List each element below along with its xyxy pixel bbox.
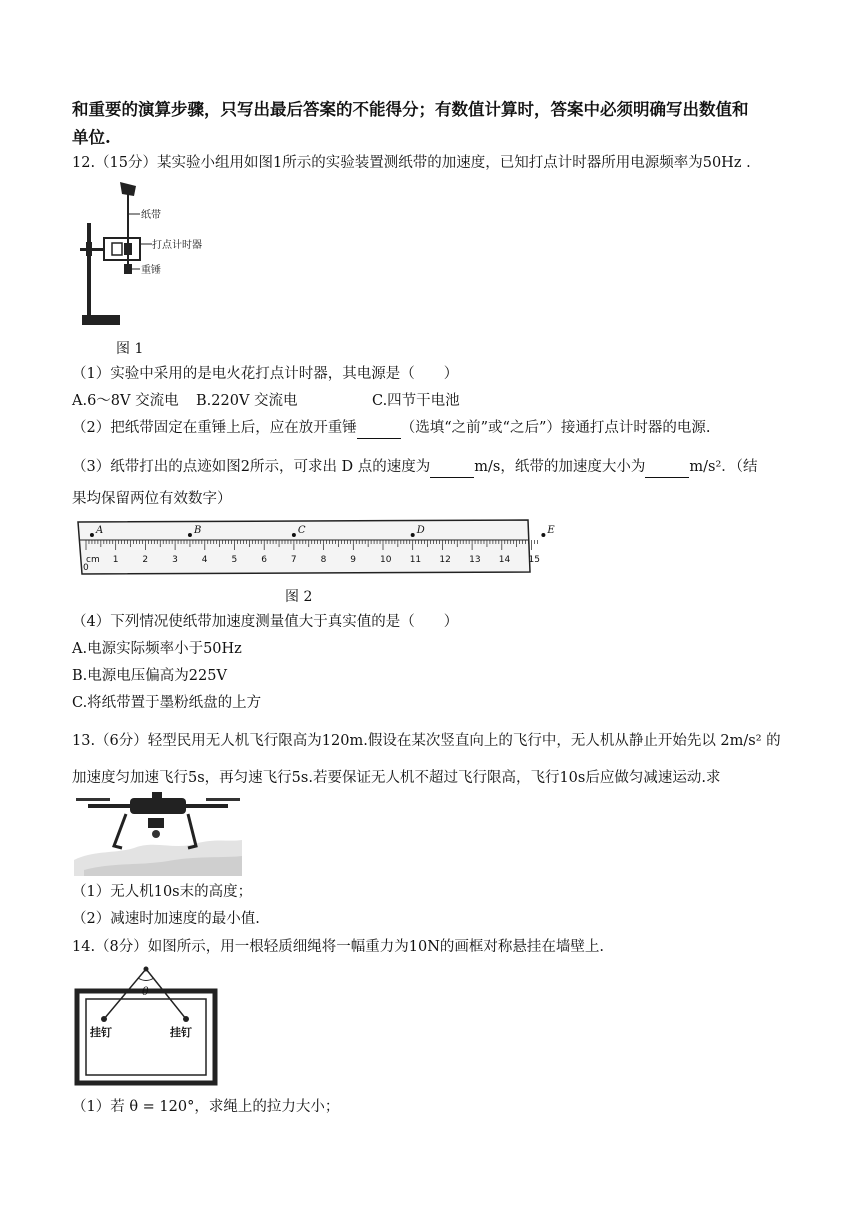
figure-2-caption: 图 2 [285, 589, 313, 605]
answer-blank-2[interactable] [357, 418, 401, 439]
q12-part-2: （2）把纸带固定在重锤上后，应在放开重锤 （选填“之前”或“之后”）接通打点计时器的电源. [72, 418, 711, 439]
ruler-tick-label: 15 [528, 555, 540, 565]
tape-point-b [188, 533, 192, 537]
intro-line-1: 和重要的演算步骤，只写出最后答案的不能得分；有数值计算时，答案中必须明确写出数值和 [72, 100, 749, 119]
q12-stem: 12.（15分）某实验小组用如图1所示的实验装置测纸带的加速度，已知打点计时器所用电源频率为50Hz . [72, 155, 751, 171]
ruler-tick-label: 8 [320, 555, 327, 565]
ruler-tick-label: 2 [142, 555, 149, 565]
q13-stem-2: 加速度匀加速飞行5s，再匀速飞行5s.若要保证无人机不超过飞行限高，飞行10s后应做匀减速运动.求 [72, 770, 721, 786]
tape-point-a [90, 533, 94, 537]
ruler-tick-label: 13 [469, 555, 481, 565]
ruler-tick-label: 14 [498, 555, 511, 565]
label-weight: 重锤 [141, 265, 161, 276]
ruler-unit: cm [86, 555, 100, 565]
ruler-tick-label: 1 [112, 555, 119, 565]
ruler-tick-label: 5 [231, 555, 238, 565]
nail-right-label: 挂钉 [170, 1026, 192, 1039]
figure-picture-frame [74, 963, 220, 1087]
q14-stem: 14.（8分）如图所示，用一根轻质细绳将一幅重力为10N的画框对称悬挂在墙壁上. [72, 939, 605, 955]
q14-part-1: （1）若 θ = 120°，求绳上的拉力大小； [72, 1099, 340, 1115]
tape-point-label-e: E [547, 525, 555, 536]
figure-drone [74, 790, 242, 876]
tape-point-label-d: D [416, 525, 425, 536]
q12-part-4-option-c: C.将纸带置于墨粉纸盘的上方 [72, 695, 262, 711]
answer-blank-3b[interactable] [645, 457, 689, 478]
q13-stem-1: 13.（6分）轻型民用无人机飞行限高为120m.假设在某次竖直向上的飞行中，无人机从静止开始先以 2m/s² 的 [72, 733, 781, 749]
q13-part-1: （1）无人机10s末的高度； [72, 884, 253, 900]
answer-blank-3a[interactable] [430, 457, 474, 478]
q12-part-4-option-b: B.电源电压偏高为225V [72, 668, 227, 684]
ruler-tick-label: 6 [261, 555, 267, 565]
q13-part-2: （2）减速时加速度的最小值. [72, 911, 260, 927]
q12-part-4: （4）下列情况使纸带加速度测量值大于真实值的是（ ） [72, 614, 459, 630]
ruler-tick-label: 12 [439, 555, 451, 565]
ruler-tick-label: 11 [409, 555, 422, 565]
ruler-tick-label: 3 [172, 555, 178, 565]
ruler-tick-label: 9 [350, 555, 357, 565]
figure-1-caption: 图 1 [116, 341, 144, 357]
q12-part-4-option-a: A.电源实际频率小于50Hz [72, 641, 242, 657]
ruler-tick-label: 4 [201, 555, 208, 565]
label-tape: 纸带 [141, 210, 161, 221]
tape-point-e [541, 533, 545, 537]
theta-label: θ [142, 985, 149, 998]
intro-line-2: 单位. [72, 128, 111, 147]
ruler-tick-label: 10 [380, 555, 392, 565]
figure-1-apparatus [74, 178, 224, 333]
nail-left-label: 挂钉 [90, 1026, 112, 1039]
q12-part-1-option-b: B.220V 交流电 [196, 393, 298, 409]
ruler-tick-label: 0 [83, 563, 89, 573]
q12-part-1-option-c: C.四节干电池 [372, 393, 460, 409]
ruler-tick-label: 7 [290, 555, 297, 565]
figure-2-ruler [72, 518, 555, 576]
q12-part-1-option-a: A.6～8V 交流电 [72, 393, 179, 409]
tape-point-label-a: A [95, 525, 104, 536]
tape-point-label-b: B [193, 525, 202, 536]
q12-part-1: （1）实验中采用的是电火花打点计时器，其电源是（ ） [72, 366, 459, 382]
tape-point-d [411, 533, 415, 537]
tape-point-c [292, 533, 296, 537]
q12-part-3-line-2: 果均保留两位有效数字） [72, 491, 232, 507]
label-timer: 打点计时器 [152, 240, 202, 251]
q12-part-3: （3）纸带打出的点迹如图2所示，可求出 D 点的速度为 m/s，纸带的加速度大小为 m/s²．（结 [72, 457, 758, 478]
tape-point-label-c: C [297, 525, 306, 536]
